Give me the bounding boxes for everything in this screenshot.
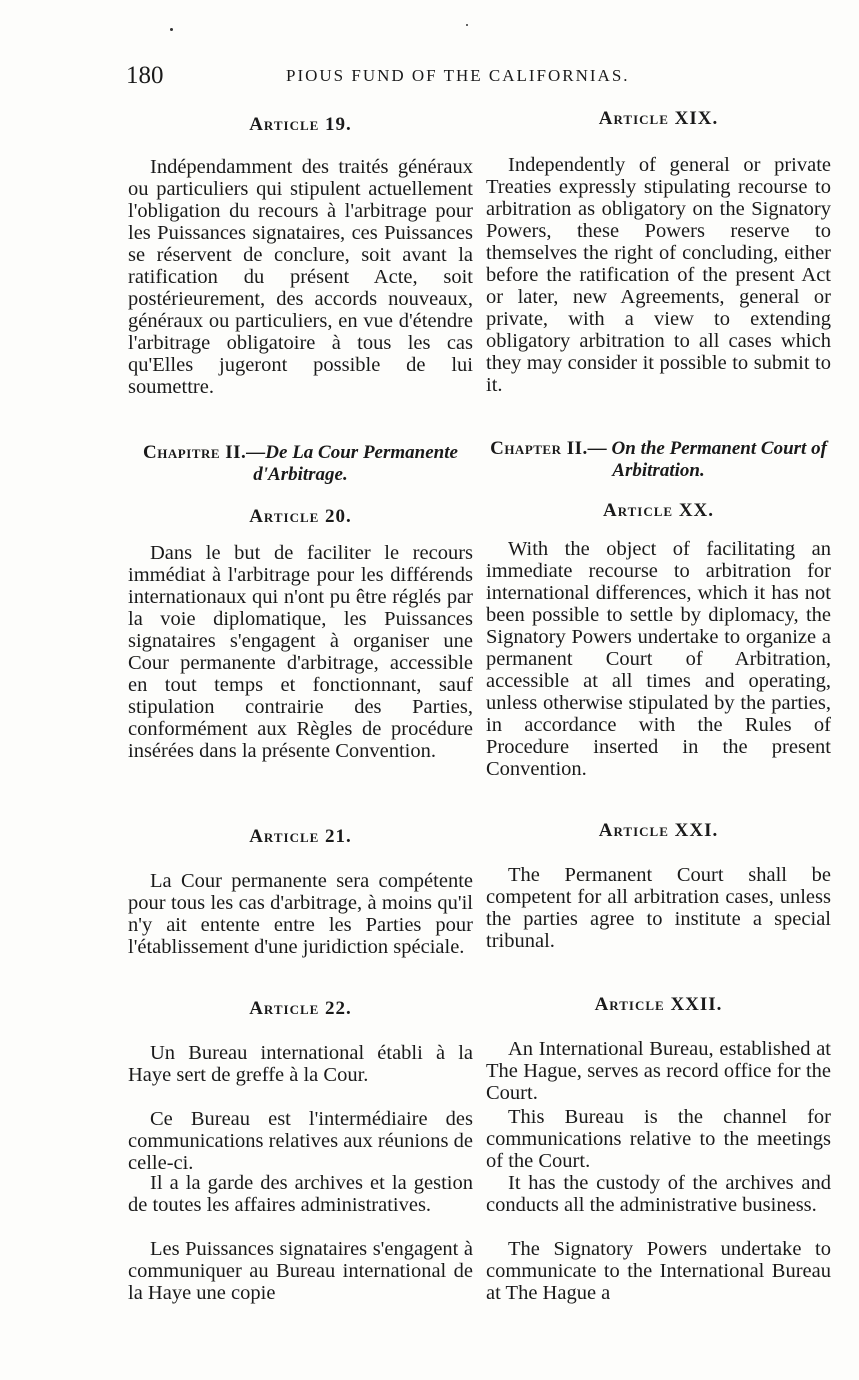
chapter-heading bbox=[486, 438, 831, 482]
chapter-title: — On the Permanent Court of Arbitration. bbox=[587, 438, 827, 481]
article-text: The Permanent Court shall be competent for all arbitration cases, unless the parties agree to institute a special tribunal. bbox=[486, 864, 831, 952]
article-text: An International Bureau, established at The Hague, serves as record office for the Court. bbox=[486, 1038, 831, 1104]
article-heading: Article 22. bbox=[249, 998, 352, 1019]
article-text: Ce Bureau est l'intermédiaire des communications relatives aux réunions de celle-ci. bbox=[128, 1108, 473, 1174]
article-text: Il a la garde des archives et la gestion de toutes les affaires administratives. bbox=[128, 1172, 473, 1216]
article-heading: Article 19. bbox=[249, 114, 352, 135]
print-speck bbox=[170, 28, 173, 31]
article-heading: Article XXI. bbox=[598, 820, 719, 841]
chapter-label: Chapitre II. bbox=[143, 442, 247, 463]
running-title: PIOUS FUND OF THE CALIFORNIAS. bbox=[286, 66, 630, 85]
chapter-heading bbox=[128, 442, 473, 486]
page-header bbox=[126, 62, 826, 102]
page-number: 180 bbox=[126, 62, 164, 89]
article-text: Les Puissances signataires s'engagent à communiquer au Bureau international de la Haye une copie bbox=[128, 1238, 473, 1304]
print-speck bbox=[466, 24, 468, 26]
article-heading: Article 21. bbox=[249, 826, 352, 847]
article-heading: Article XIX. bbox=[598, 108, 719, 129]
article-text: Un Bureau international établi à la Haye sert de greffe à la Cour. bbox=[128, 1042, 473, 1086]
article-text: La Cour permanente sera compétente pour tous les cas d'arbitrage, à moins qu'il n'y ait entente entre les Parties pour l'établissement d'une juridiction spéciale. bbox=[128, 870, 473, 958]
article-text: The Signatory Powers undertake to communicate to the International Bureau at The Hague a bbox=[486, 1238, 831, 1304]
article-text: This Bureau is the channel for communications relative to the meetings of the Court. bbox=[486, 1106, 831, 1172]
article-text: Indépendamment des traités généraux ou particuliers qui stipulent actuellement l'obligation du recours à l'arbitrage pour les Puissances signataires, ces Puissances se réservent de conclure, soit avant la ratification du présent Acte, soit postérieurement, des accords nouveaux, généraux ou particuliers, en vue d'étendre l'arbitrage obligatoire à tous les cas qu'Elles jugeront possible de lui soumettre. bbox=[128, 156, 473, 398]
article-text: Independently of general or private Treaties expressly stipulating recourse to arbitration as obligatory on the Signatory Powers, these Powers reserve to themselves the right of concluding, either before the ratification of the present Act or later, new Agreements, general or private, with a view to extending obligatory arbitration to all cases which they may consider it possible to submit to it. bbox=[486, 154, 831, 396]
article-heading: Article XXII. bbox=[594, 994, 723, 1015]
chapter-title: —De La Cour Permanente d'Arbitrage. bbox=[246, 442, 458, 485]
article-text: With the object of facilitating an immediate recourse to arbitration for international differences, which it has not been possible to settle by diplomacy, the Signatory Powers undertake to organize a permanent Court of Arbitration, accessible at all times and operating, unless otherwise stipulated by the parties, in accordance with the Rules of Procedure inserted in the present Convention. bbox=[486, 538, 831, 780]
article-text: It has the custody of the archives and conducts all the administrative business. bbox=[486, 1172, 831, 1216]
article-text: Dans le but de faciliter le recours immédiat à l'arbitrage pour les différends internationaux qui n'ont pu être réglés par la voie diplomatique, les Puissances signataires s'engagent à organiser une Cour permanente d'arbitrage, accessible en tout temps et fonctionnant, sauf stipulation contrairie des Parties, conformément aux Règles de procédure insérées dans la présente Convention. bbox=[128, 542, 473, 762]
chapter-label: Chapter II. bbox=[490, 438, 588, 459]
article-heading: Article XX. bbox=[602, 500, 715, 521]
article-heading: Article 20. bbox=[249, 506, 352, 527]
